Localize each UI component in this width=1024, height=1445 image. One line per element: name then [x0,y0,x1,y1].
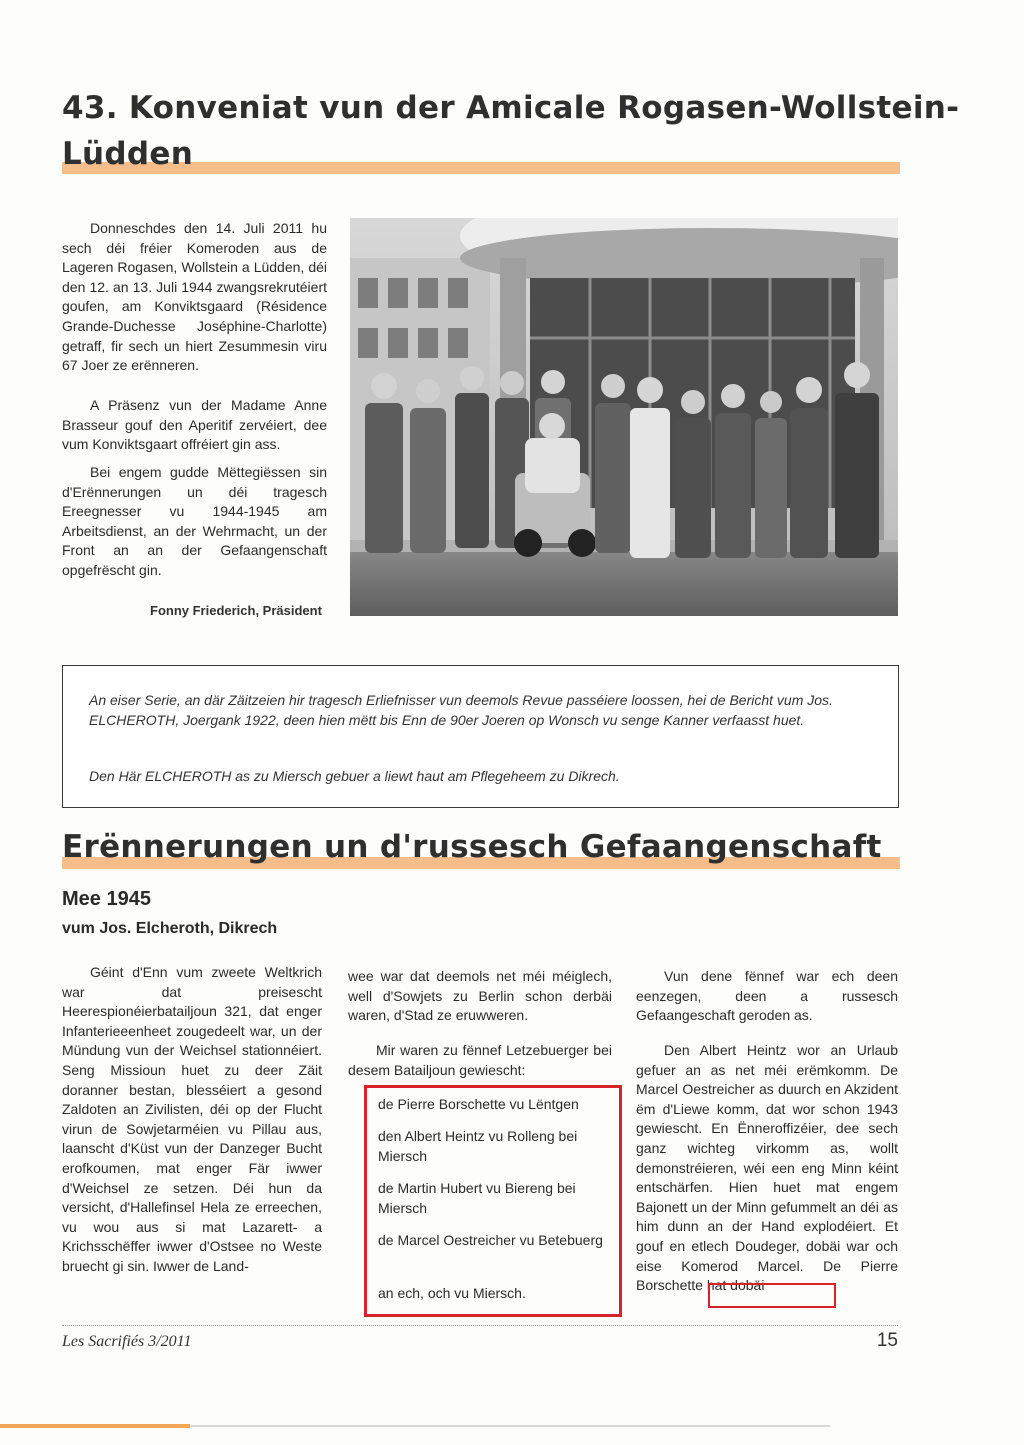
article2-column-3-paragraph-2 [636,1041,898,1296]
list-item: den Albert Heintz vu Rolleng bei Miersch [378,1128,578,1164]
article2-subtitle: Mee 1945 [62,888,151,910]
article1-paragraph-2-text: A Präsenz vun der Madame Anne Brasseur gouf den Aperitif zervéiert, dee vum Konviktsgaart offréiert gin ass. [62,397,327,453]
article2-column-1-text: Géint d'Enn vum zweete Weltkrich war dat preisescht Heerespionéierbatailjoun 321, dat enger Infanterieeenheet zougedeelt war, un der Mündung vun der Weichsel stationnéiert. Seng Missioun huet zu deer Zäit doranner bestan, blesséiert a gesond Zaldoten an Zivilisten, déi op der Flucht virun de Sowjetarméien vu Pillau aus, laanscht d'Küst vun der Danzeger Bucht erofkoumen, mat enger Fär iwwer d'Weichsel ze setzen. Déi hun da versicht, d'Hallefinsel Hela ze erreechen, vu wou aus si mat Lazarett- a Krichsschëffer iwwer d'Ostsee no Weste bruecht gi sin. Iwwer de Land- [62,964,322,1274]
group-photo [350,218,898,616]
intro-box [62,665,899,808]
article2-column-2-paragraph-2-text: Mir waren zu fënnef Letzebuerger bei desem Batailjoun gewiescht: [348,1042,612,1078]
article2-title: Erënnerungen un d'russesch Gefaangenschaft [62,829,882,865]
article1-paragraph-1 [62,219,327,376]
group-photo-illustration [350,218,898,616]
article1-paragraph-1-text: Donneschdes den 14. Juli 2011 hu sech déi fréier Komeroden aus de Lageren Rogasen, Wollstein a Lüdden, déi den 12. an 13. Juli 1944 zwangsrekrutéiert goufen, am Konviktsgaard (Résidence Grande-Duchesse Joséphine-Charlotte) getraff, fir sech un hiert Zesummesin viru 67 Joer ze erënneren. [62,220,327,374]
footer-divider [62,1325,898,1326]
name-highlight-box [708,1283,836,1308]
article1-paragraph-3 [62,463,327,581]
article2-column-1 [62,963,322,1277]
column-3-tail-text: hat dobäi [706,1277,765,1294]
bottom-grey-strip [190,1425,830,1427]
article-title-line1: 43. Konveniat vun der Amicale Rogasen-Wollstein- [62,90,960,126]
article2-byline: vum Jos. Elcheroth, Dikrech [62,920,278,937]
article2-column-3-paragraph-2-text: Den Albert Heintz wor an Urlaub gefuer an as net méi erëmkomm. De Marcel Oestreicher as duurch en Akzident ëm d'Liewe komm, dat wor schon 1943 gewiescht. En Ënneroffizéier, dee sech ganz wichteg virkomm as, wollt demonstréieren, wéi een eng Minn kéint entschärfen. Hien huet mat engem Bajonett un der Minn gefummelt an déi as him dunn an der Hand explodéiert. Et gouf en etlech Doudeger, dobäi war och eise Komerod Marcel. De [636,1042,898,1274]
article2-column-2-paragraph-2 [348,1041,612,1080]
article2-column-3-paragraph-1-text: Vun dene fënnef war ech deen eenzegen, deen a russesch Gefaangeschaft geroden as. [636,968,898,1024]
list-item: an ech, och vu Miersch. [378,1285,526,1301]
publication-name: Les Sacrifiés 3/2011 [62,1333,192,1350]
intro-paragraph-2: Den Här ELCHEROTH as zu Miersch gebuer a liewt haut am Pflegeheem zu Dikrech. [89,768,620,784]
article1-paragraph-3-text: Bei engem gudde Mëttegiëssen sin d'Erënnerungen un déi tragesch Ereegnesser vu 1944-1945 am Arbeitsdienst, an der Wehrmacht, un der Front an an der Gefaangenschaft opgefrëscht gin. [62,464,327,578]
bottom-accent-strip [0,1424,190,1428]
article1-signature: Fonny Friederich, Präsident [150,603,322,618]
names-highlight-box [364,1085,622,1317]
highlighted-name: Pierre Borschette [636,1257,899,1294]
list-item: de Marcel Oestreicher vu Betebuerg [378,1232,603,1248]
page-number: 15 [876,1330,898,1351]
intro-paragraph-1: An eiser Serie, an där Zäitzeien hir tragesch Erliefnisser vun deemols Revue passéiere loossen, hei de Bericht vum Jos. ELCHEROTH, Joergank 1922, deen hien mëtt bis Enn de 90er Joeren op Wonsch vu senge Kanner verfaasst huet. [89,692,833,728]
article2-column-2-paragraph-1: wee war dat deemols net méi méiglech, well d'Sowjets zu Berlin schon derbäi waren, d'Stad ze eruwweren. [348,968,612,1024]
article1-paragraph-2 [62,396,327,455]
list-item: de Pierre Borschette vu Lëntgen [378,1096,579,1112]
article2-column-3-paragraph-1 [636,967,898,1026]
article-title-line2: Lüdden [62,136,194,172]
list-item: de Martin Hubert vu Biereng bei Miersch [378,1180,576,1216]
